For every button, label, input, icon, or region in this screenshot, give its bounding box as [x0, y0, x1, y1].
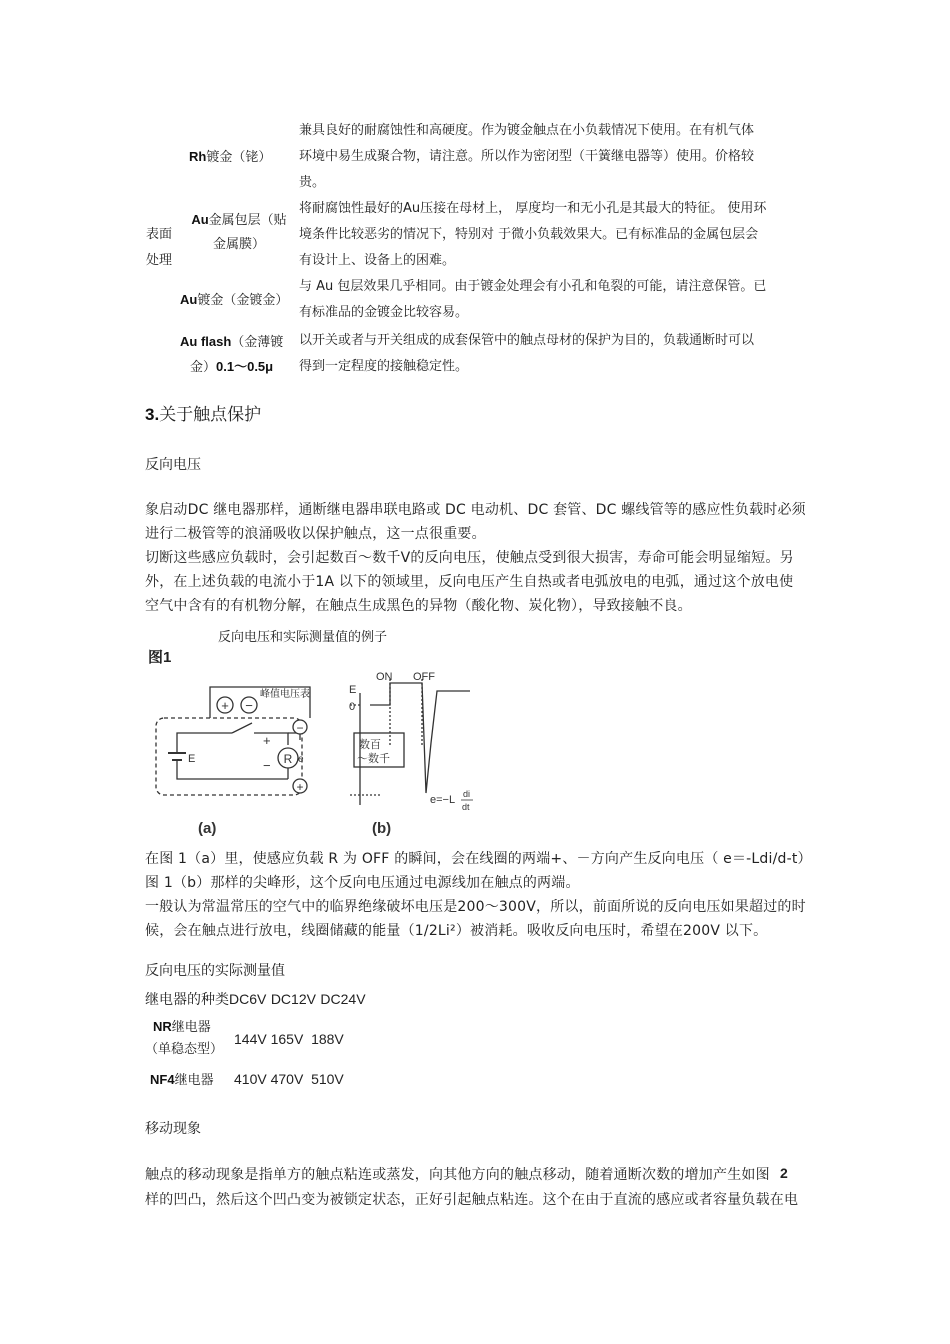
formula-label: e=−L	[430, 794, 456, 806]
switch-contact	[232, 723, 252, 733]
table-row-rh-term: Rh镀金（铑）	[189, 149, 272, 165]
probe-minus	[293, 720, 307, 735]
table-row-au-clad-desc: 将耐腐蚀性最好的Au压接在母材上， 厚度均一和无小孔是其最大的特征。 使用环 境条件比较恶劣的情况下，特别对 于微小负载效果大。已有标准品的金属包层会 有设计上、设备上的困难。	[299, 201, 767, 268]
probe-plus	[293, 779, 307, 794]
figure-1	[140, 645, 485, 840]
relay-dashed-box	[156, 718, 302, 795]
table-row-au-plating-term: Au镀金（金镀金）	[180, 292, 289, 308]
source-label: E	[188, 753, 196, 765]
svg-text:+: +	[221, 698, 229, 713]
box-label-line2: ～数千	[357, 753, 390, 765]
subfigure-b-label: (b)	[372, 820, 392, 837]
svg-text:+: +	[296, 780, 304, 794]
coil-voltage-label: e	[298, 754, 304, 765]
formula-numerator: di	[463, 789, 471, 799]
box-label-line1: 数百	[359, 739, 381, 751]
table-row-au-flash-desc: 以开关或者与开关组成的成套保管中的触点母材的保护为目的，负载通断时可以 得到一定程度的接触稳定性。	[299, 333, 755, 374]
figure-title: 图1	[148, 649, 172, 666]
coil-plus-label: +	[263, 733, 271, 748]
svg-text:−: −	[245, 698, 253, 713]
table-row-au-plating-desc: 与 Au 包层效果几乎相同。由于镀金处理会有小孔和龟裂的可能，请注意保管。已 有标准品的金镀金比较容易。	[299, 279, 767, 320]
section-heading: 3.关于触点保护	[145, 405, 262, 425]
zero-axis-label: 0	[349, 701, 356, 713]
resistor-label: R	[283, 752, 293, 766]
measured-row-nf4-values: 410V 470V 510V	[234, 1071, 344, 1087]
coil-minus-label: −	[263, 758, 271, 773]
figure-caption: 反向电压和实际测量值的例子	[218, 630, 388, 645]
table-row-au-clad-term: Au金属包层（贴 金属膜）	[191, 212, 287, 252]
figure-explanation-paragraph: 在图 1（a）里，使感应负载 R 为 OFF 的瞬间，会在线圈的两端+、－方向产生反向电压（ e＝-Ldi/d-t） 图 1（b）那样的尖峰形，这个反向电压通过电源线加在触点的两端。 一般认为常温常压的空气中的临界绝缘破坏电压是200～300V，所以，前面所说的反向电压如果超过的时 候，会在触点进行放电，线圈储藏的能量（1/2Li²）被消耗。吸收反向电压时，希望在200V 以下。	[145, 851, 812, 939]
measured-heading: 反向电压的实际测量值	[145, 963, 285, 979]
table-group-label: 表面 处理	[146, 227, 173, 268]
table-row-rh-desc: 兼具良好的耐腐蚀性和高硬度。作为镀金触点在小负载情况下使用。在有机气体 环境中易生成聚合物，请注意。所以作为密闭型（干簧继电器等）使用。价格较 贵。	[299, 123, 755, 190]
battery-wire	[177, 733, 232, 753]
measured-row-nr-name: NR继电器 （单稳态型）	[145, 1019, 224, 1057]
subfigure-a-label: (a)	[198, 820, 217, 837]
migration-paragraph: 触点的移动现象是指单方的触点粘连或蒸发，向其他方向的触点移动，随着通断次数的增加产生如图 样的凹凸，然后这个凹凸变为被锁定状态，正好引起触点粘连。这个在由于直流的感应或者容量负载在电	[145, 1167, 799, 1208]
migration-heading: 移动现象	[145, 1121, 201, 1137]
measured-header-row: 继电器的种类DC6V DC12V DC24V	[145, 991, 366, 1008]
meter-minus-terminal	[241, 697, 257, 713]
meter-plus-terminal	[217, 697, 233, 713]
switch-wire	[254, 733, 288, 745]
off-label: OFF	[413, 671, 435, 683]
meter-label: 峰值电压表	[260, 689, 310, 700]
table-row-au-flash-term: Au flash（金薄镀 金）0.1～0.5μ	[180, 334, 284, 375]
measured-row-nf4-name: NF4继电器	[150, 1072, 214, 1088]
e-axis-label: E	[349, 684, 357, 696]
measured-row-nr-values: 144V 165V 188V	[234, 1031, 344, 1047]
subheading-reverse-voltage: 反向电压	[145, 457, 201, 473]
on-label: ON	[376, 671, 393, 683]
page-number-overlay: 2	[780, 1165, 788, 1181]
waveform-trace	[370, 683, 470, 793]
svg-text:−: −	[296, 721, 304, 735]
formula-denominator: dt	[462, 802, 470, 812]
reverse-voltage-paragraph: 象启动DC 继电器那样，通断继电器串联电路或 DC 电动机、DC 套管、DC 螺线管等的感应性负载时必须 进行二极管等的浪涌吸收以保护触点，这一点很重要。 切断这些感应负载时，会引起数百～数千V的反向电压，使触点受到很大损害，寿命可能会明显缩短。另 外，在上述负载的电流小于1A 以下的领域里，反向电压产生自热或者电弧放电的电弧，通过这个放电使 空气中含有的有机物分解，在触点生成黑色的异物（酸化物、炭化物），导致接触不良。	[145, 502, 806, 614]
